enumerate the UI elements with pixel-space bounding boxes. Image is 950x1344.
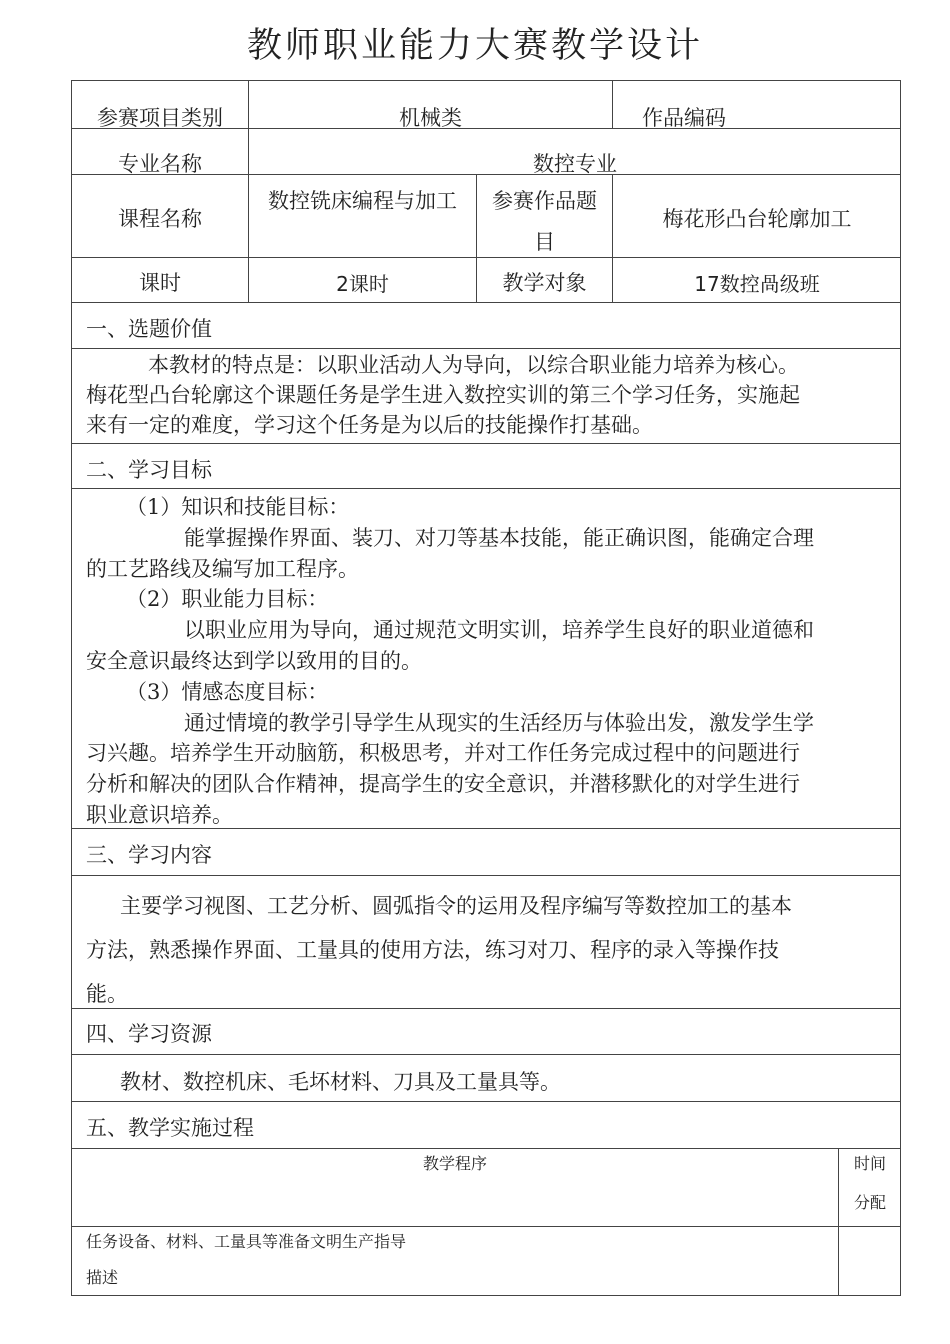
major-label: 专业名称 [118,152,202,176]
course-label: 课程名称 [118,207,202,231]
row-divider [71,302,901,303]
work-title-value: 梅花形凸台轮廓加工 [662,207,852,231]
hours-value: 2课时 [336,272,389,296]
paragraph-line: 能。 [86,982,128,1006]
section-heading-content: 三、学习内容 [86,843,212,867]
paragraph-line: 分析和解决的团队合作精神，提高学生的安全意识，并潜移默化的对学生进行 [86,772,800,797]
procedure-header: 教学程序 [422,1154,487,1173]
paragraph-line: 方法，熟悉操作界面、工量具的使用方法，练习对刀、程序的录入等操作技 [86,938,779,962]
page-title: 教师职业能力大赛教学设计 [246,26,703,66]
paragraph-line: 能掌握操作界面、装刀、对刀等基本技能，能正确识图，能确定合理 [184,525,814,550]
time-header-cont: 分配 [853,1193,886,1212]
work-title-label-cont: 目 [534,230,555,254]
row-divider [71,257,901,258]
paragraph-line: 梅花型凸台轮廓这个课题任务是学生进入数控实训的第三个学习任务，实施起 [86,383,800,407]
code-label: 作品编码 [642,106,726,130]
objective-heading: （1）知识和技能目标： [126,495,350,519]
major-value: 数控专业 [533,152,617,176]
paragraph-line: 通过情境的教学引导学生从现实的生活经历与体验出发，激发学生学 [184,710,814,735]
column-divider [612,80,613,128]
row-divider [71,488,901,489]
paragraph-line: 主要学习视图、工艺分析、圆弧指令的运用及程序编写等数控加工的基本 [120,894,792,918]
course-value: 数控铣床编程与加工 [268,189,457,213]
paragraph-line: 习兴趣。培养学生开动脑筋，积极思考，并对工作任务完成过程中的问题进行 [86,741,800,766]
objective-heading: （2）职业能力目标： [126,587,329,612]
resources-text: 教材、数控机床、毛坏材料、刀具及工量具等。 [120,1070,561,1094]
audience-label: 教学对象 [502,271,587,295]
time-header: 时间 [853,1154,886,1173]
paragraph-line: 的工艺路线及编写加工程序。 [86,556,359,581]
row-divider [71,1101,901,1102]
paragraph-line: 本教材的特点是：以职业活动人为导向，以综合职业能力培养为核心。 [148,353,799,377]
row-divider [71,875,901,876]
row-divider [71,443,901,444]
hours-label: 课时 [139,271,181,295]
paragraph-line: 安全意识最终达到学以致用的目的。 [86,648,422,673]
objective-heading: （3）情感态度目标： [126,679,329,704]
paragraph-line: 来有一定的难度，学习这个任务是为以后的技能操作打基础。 [86,413,653,437]
section-value-text [86,350,892,440]
section-heading-process: 五、教学实施过程 [86,1116,254,1140]
paragraph-line: 职业意识培养。 [86,802,233,827]
task-row-text-cont: 描述 [86,1268,119,1287]
row-divider [71,348,901,349]
row-divider [71,1148,901,1149]
section-content-text [86,884,892,1016]
section-heading-objectives: 二、学习目标 [86,458,212,482]
section-objectives-text [86,492,892,831]
category-value: 机械类 [399,106,462,130]
section-heading-resources: 四、学习资源 [86,1022,212,1046]
row-divider [71,1054,901,1055]
paragraph-line: 以职业应用为导向，通过规范文明实训，培养学生良好的职业道德和 [184,618,814,643]
row-divider [71,1226,901,1227]
category-label: 参赛项目类别 [97,106,223,130]
work-title-label: 参赛作品题 [492,189,597,213]
section-heading-value: 一、选题价值 [86,317,212,341]
audience-value: 17数控咼级班 [694,272,820,296]
task-row-text: 任务设备、材料、工量具等准备文明生产指导 [86,1232,407,1251]
